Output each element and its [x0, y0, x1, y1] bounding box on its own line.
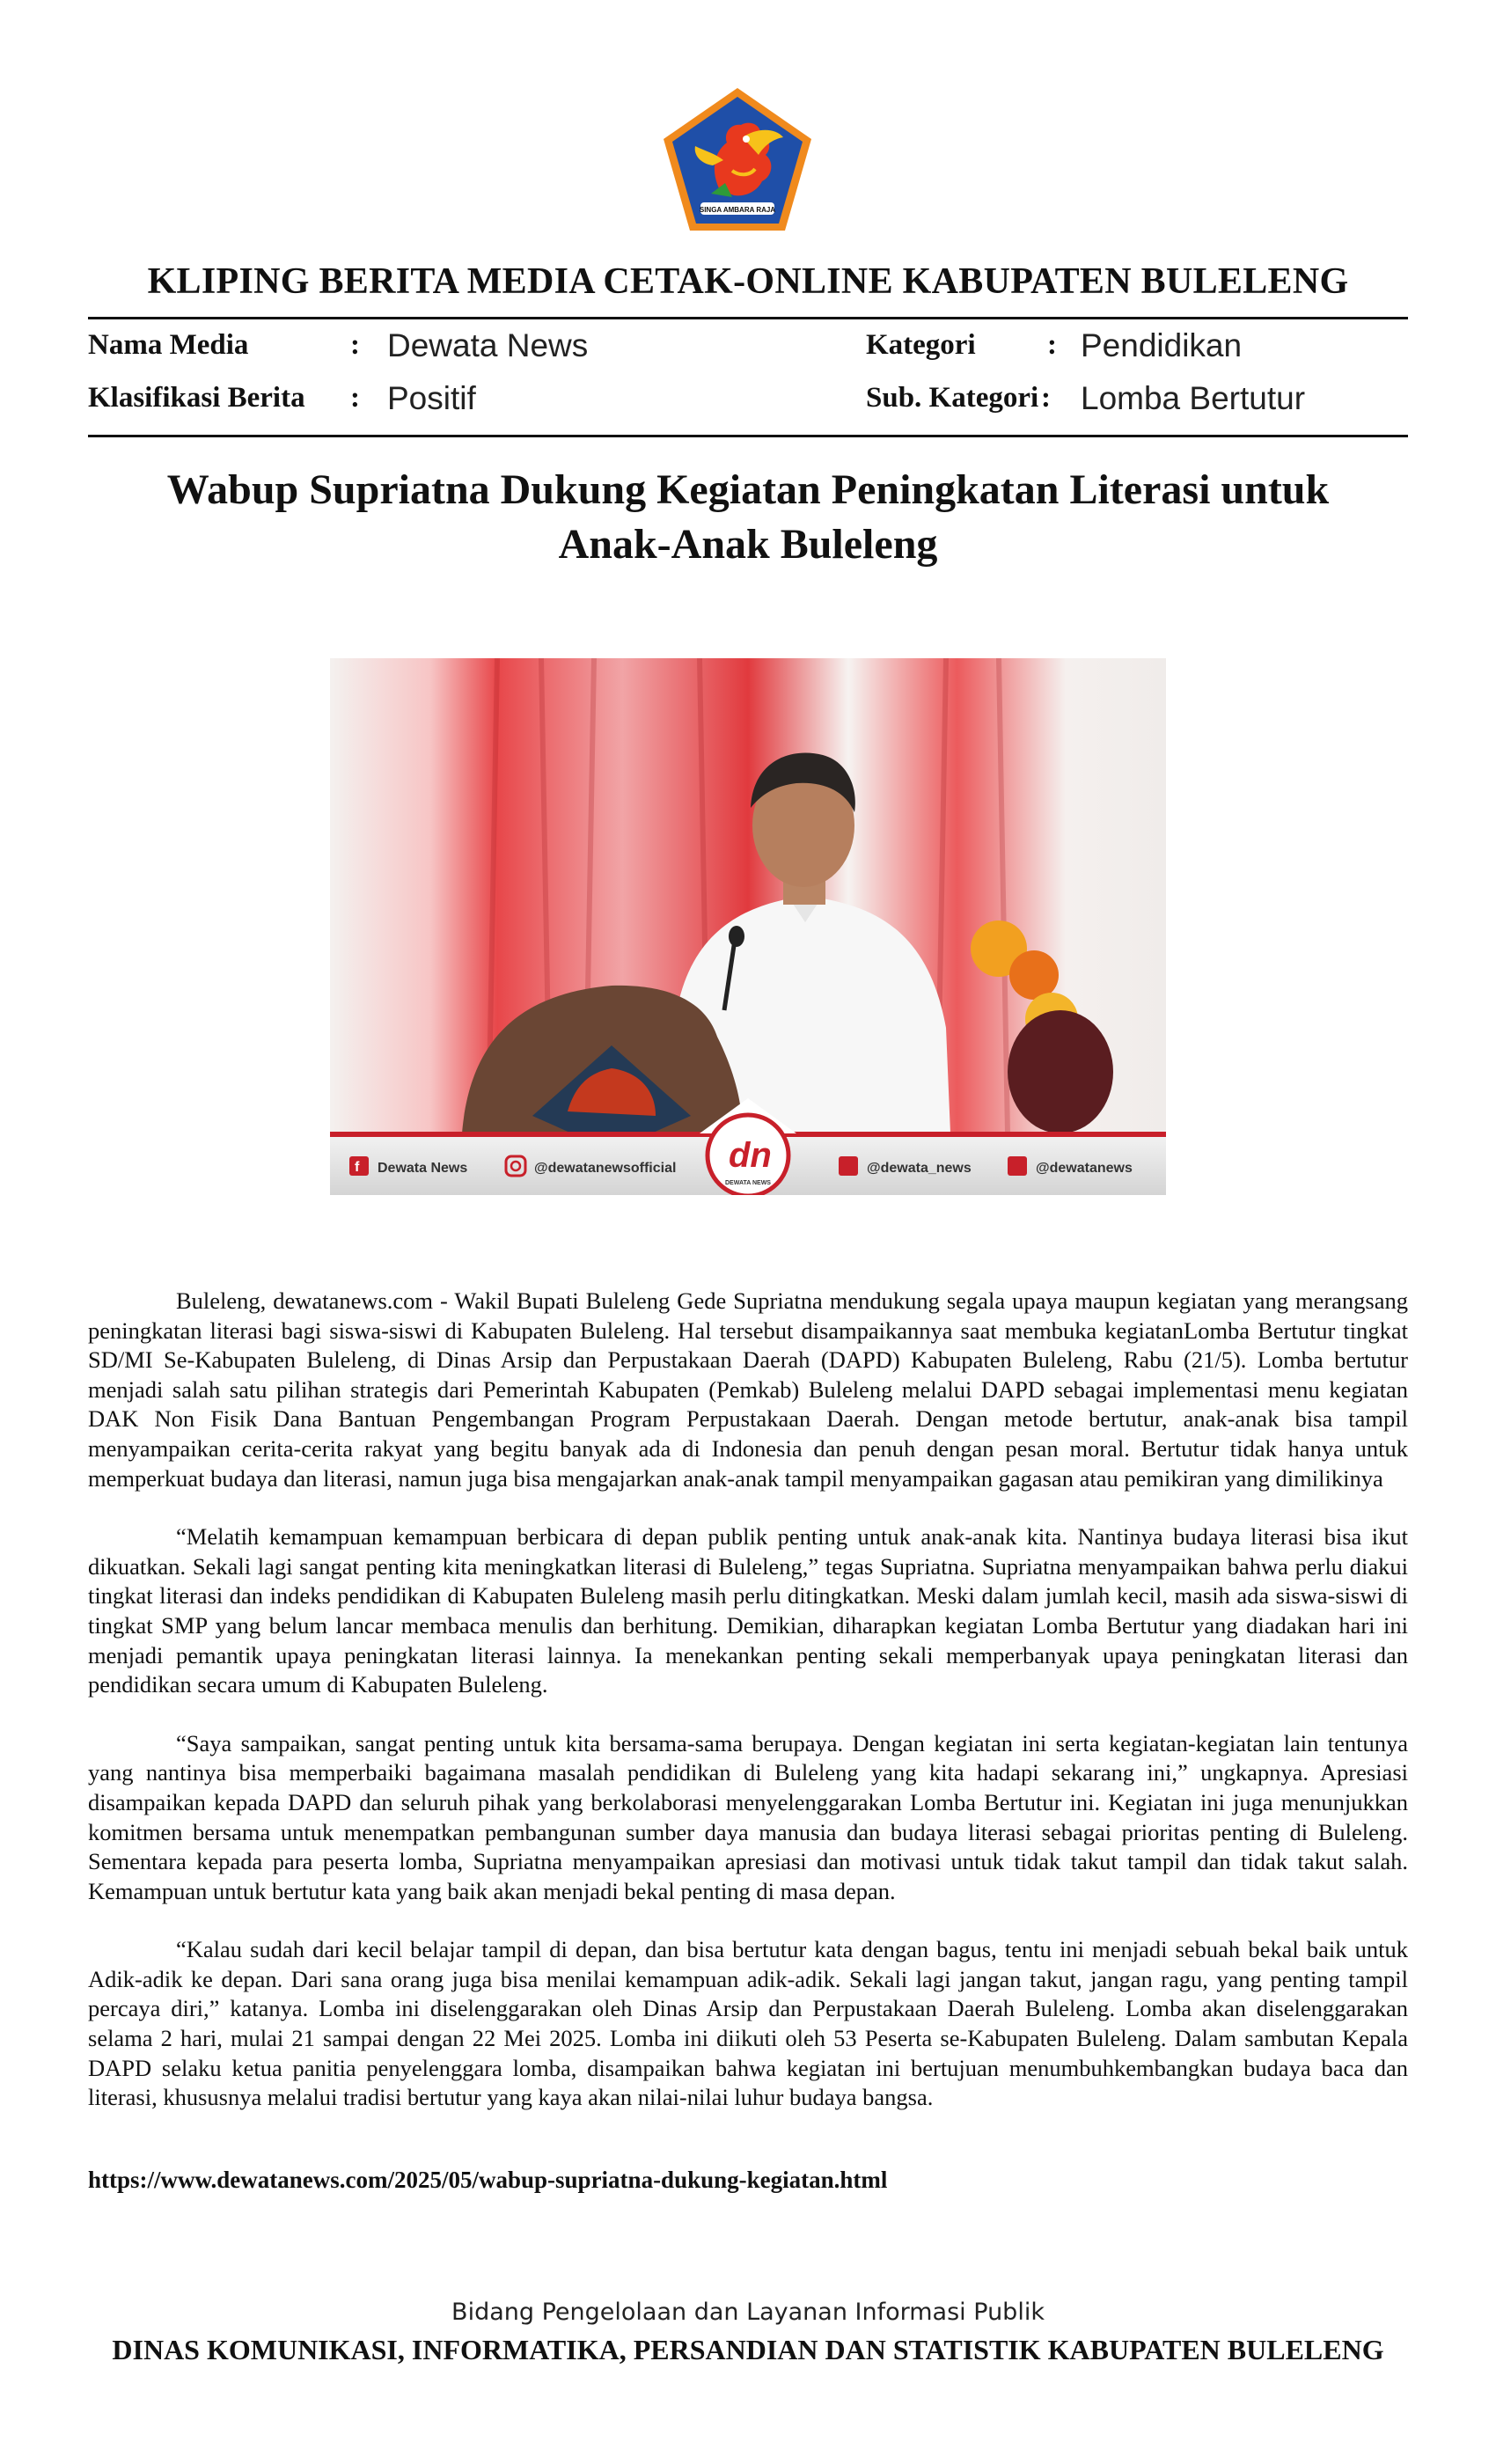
dewata-news-logo-sub: DEWATA NEWS	[725, 1180, 771, 1186]
footer-office: DINAS KOMUNIKASI, INFORMATIKA, PERSANDIAN DAN STATISTIK KABUPATEN BULELENG	[112, 2334, 1384, 2365]
category-colon: :	[1047, 329, 1057, 361]
footer-division: Bidang Pengelolaan dan Layanan Informasi Publik	[451, 2299, 1045, 2326]
tiktok-handle: @dewatanews	[1036, 1161, 1133, 1176]
classification-colon: :	[350, 382, 360, 414]
twitter-icon	[839, 1156, 858, 1176]
article-body	[88, 1287, 1408, 2142]
header-divider-bottom	[88, 435, 1408, 437]
media-value: Dewata News	[387, 327, 589, 363]
regency-logo	[658, 84, 817, 236]
header-divider-top	[88, 317, 1408, 319]
dewata-news-logo: dn	[729, 1136, 772, 1175]
article-paragraph: “Saya sampaikan, sangat penting untuk kita bersama-sama berupaya. Dengan kegiatan ini serta kegiatan-kegiatan lain tentunya yang nantinya bisa memperbaiki bagaimana masalah pendidikan di Buleleng yang kita hadapi sekarang ini,” ungkapnya. Apresiasi disampaikan kepada DAPD dan seluruh pihak yang berkolaborasi menyelenggarakan Lomba Bertutur ini. Kegiatan ini juga menunjukkan komitmen bersama untuk menempatkan pembangunan sumber daya manusia dan budaya literasi sebagai prioritas penting di Buleleng. Sementara kepada para peserta lomba, Supriatna menyampaikan apresiasi dan motivasi untuk tidak takut tampil dan tidak takut salah. Kemampuan untuk bertutur kata yang baik akan menjadi bekal penting di masa depan.	[88, 1729, 1408, 1904]
media-label: Nama Media	[88, 329, 249, 361]
subcategory-colon: :	[1041, 382, 1051, 414]
subcategory-label: Sub. Kategori	[866, 382, 1039, 414]
instagram-icon	[506, 1156, 525, 1176]
article-title: Wabup Supriatna Dukung Kegiatan Peningkatan Literasi untuk Anak-Anak Buleleng	[166, 466, 1330, 568]
article-paragraph: “Kalau sudah dari kecil belajar tampil di depan, dan bisa bertutur kata dengan bagus, tentu ini menjadi sebuah bekal baik untuk Adik-adik ke depan. Dari sana orang juga bisa menilai kemampuan adik-adik. Sekali lagi jangan takut, jangan ragu, yang penting tampil percaya diri,” katanya. Lomba ini diselenggarakan oleh Dinas Arsip dan Perpustakaan Daerah Buleleng. Lomba akan diselenggarakan selama 2 hari, mulai 21 sampai dengan 22 Mei 2025. Lomba ini diikuti oleh 53 Peserta se-Kabupaten Buleleng. Dalam sambutan Kepala DAPD selaku ketua panitia penyelenggara lomba, disampaikan bahwa kegiatan ini bertujuan menumbuhkembangkan budaya baca dan literasi, khususnya melalui tradisi bertutur yang kaya akan nilai-nilai luhur budaya bangsa.	[88, 1936, 1408, 2111]
category-label: Kategori	[866, 329, 976, 361]
tiktok-icon	[1008, 1156, 1027, 1176]
source-url[interactable]: https://www.dewatanews.com/2025/05/wabup-supriatna-dukung-kegiatan.html	[88, 2167, 888, 2193]
instagram-handle: @dewatanewsofficial	[534, 1161, 677, 1176]
classification-value: Positif	[387, 380, 476, 416]
document-header-title: KLIPING BERITA MEDIA CETAK-ONLINE KABUPATEN BULELENG	[147, 261, 1349, 302]
article-photo	[330, 658, 1166, 1195]
category-value: Pendidikan	[1081, 327, 1243, 363]
subcategory-value: Lomba Bertutur	[1081, 380, 1306, 416]
classification-label: Klasifikasi Berita	[88, 382, 305, 414]
facebook-handle: Dewata News	[378, 1161, 468, 1176]
facebook-icon: f	[355, 1160, 360, 1175]
media-colon: :	[350, 329, 360, 361]
twitter-handle: @dewata_news	[867, 1161, 972, 1176]
article-paragraph: Buleleng, dewatanews.com - Wakil Bupati Buleleng Gede Supriatna mendukung segala upaya maupun kegiatan yang merangsang peningkatan literasi bagi siswa-siswi di Kabupaten Buleleng. Hal tersebut disampaikannya saat membuka kegiatanLomba Bertutur tingkat SD/MI Se-Kabupaten Buleleng, di Dinas Arsip dan Perpustakaan Daerah (DAPD) Kabupaten Buleleng, Rabu (21/5). Lomba bertutur menjadi salah satu pilihan strategis dari Pemerintah Kabupaten (Pemkab) Buleleng melalui DAPD sebagai implementasi menu kegiatan DAK Non Fisik Dana Bantuan Pengembangan Program Perpustakaan Daerah. Dengan metode bertutur, anak-anak bisa tampil menyampaikan cerita-cerita rakyat yang begitu banyak ada di Indonesia dan penuh dengan pesan moral. Bertutur tidak hanya untuk memperkuat budaya dan literasi, namun juga bisa mengajarkan anak-anak tampil menyampaikan gagasan atau pemikiran yang dimilikinya	[88, 1287, 1408, 1492]
article-paragraph: “Melatih kemampuan kemampuan berbicara di depan publik penting untuk anak-anak kita. Nantinya budaya literasi bisa ikut dikuatkan. Sekali lagi sangat penting kita meningkatkan literasi di Buleleng,” tegas Supriatna. Supriatna menyampaikan bahwa perlu diakui tingkat literasi dan indeks pendidikan di Kabupaten Buleleng masih perlu ditingkatkan. Meski dalam jumlah kecil, masih ada siswa-siswi di tingkat SMP yang belum lancar membaca menulis dan berhitung. Demikian, diharapkan kegiatan Lomba Bertutur yang diadakan hari ini menjadi pemantik upaya peningkatan literasi lainnya. Ia menekankan penting sekali memperbanyak upaya peningkatan literasi dan pendidikan secara umum di Kabupaten Buleleng.	[88, 1523, 1408, 1698]
logo-motto: SINGA AMBARA RAJA	[699, 206, 776, 214]
